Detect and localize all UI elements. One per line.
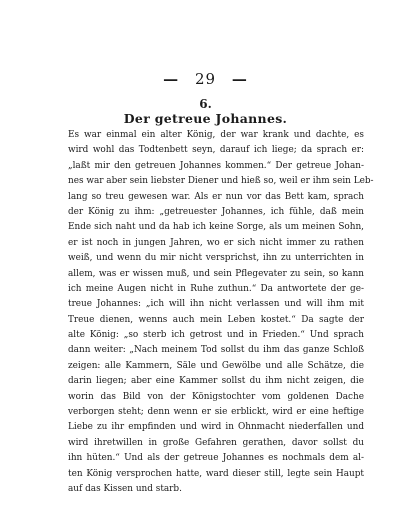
chapter-title: Der getreue Johannes. (123, 111, 288, 126)
text-line: weiß, und wenn du mir nicht versprichst, ihn zu unterrichten in (68, 253, 364, 264)
text-line: treue Johannes: „ich will ihn nicht verlassen und will ihm mit (68, 299, 364, 310)
text-line: ich meine Augen nicht in Ruhe zuthun.“ Da antwortete der ge- (68, 283, 364, 294)
chapter-number: 6. (199, 97, 212, 111)
text-line: darin liegen; aber eine Kammer sollst du ihm nicht zeigen, die (68, 376, 364, 387)
text-line: allem, was er wissen muß, und sein Pflegevater zu sein, so kann (68, 268, 364, 279)
text-line: Ende sich naht und da hab ich keine Sorge, als um meinen Sohn, (68, 222, 364, 233)
text-line: „laßt mir den getreuen Johannes kommen.“ Der getreue Johan- (68, 160, 364, 171)
text-line: lang so treu gewesen war. Als er nun vor das Bett kam, sprach (68, 191, 364, 202)
body-text (68, 128, 374, 497)
text-line: er ist noch in jungen Jahren, wo er sich nicht immer zu rathen (68, 237, 364, 248)
text-line: Es war einmal ein alter König, der war krank und dachte, es (68, 130, 364, 140)
text-line: worin das Bild von der Königstochter vom goldenen Dache (68, 391, 364, 402)
header-dash-right: — (231, 70, 248, 88)
text-line: wird ihretwillen in große Gefahren gerathen, davor sollst du (68, 437, 364, 448)
text-line: Liebe zu ihr empfinden und wird in Ohnmacht niederfallen und (68, 422, 364, 433)
text-line: dann weiter: „Nach meinem Tod sollst du ihm das ganze Schloß (68, 345, 364, 356)
header-dash-left: — (163, 70, 180, 88)
text-line: wird wohl das Todtenbett seyn, darauf ich liege; da sprach er: (68, 145, 364, 156)
text-line: alte König: „so sterb ich getrost und in Frieden.“ Und sprach (68, 330, 364, 341)
text-line-last: auf das Kissen und starb. (68, 483, 182, 494)
text-line: der König zu ihm: „getreuester Johannes, ich fühle, daß mein (68, 206, 364, 217)
page-header (0, 70, 411, 88)
page-number: 29 (194, 70, 217, 88)
text-line: ten König versprochen hatte, ward dieser still, legte sein Haupt (68, 468, 364, 479)
text-line: zeigen: alle Kammern, Säle und Gewölbe und alle Schätze, die (68, 360, 364, 371)
text-line: Treue dienen, wenns auch mein Leben kostet.“ Da sagte der (68, 314, 364, 325)
text-line: verborgen steht; denn wenn er sie erblickt, wird er eine heftige (68, 407, 364, 418)
text-line: nes war aber sein liebster Diener und hieß so, weil er ihm sein Leb- (68, 176, 374, 187)
text-line: ihn hüten.“ Und als der getreue Johannes es nochmals dem al- (68, 453, 364, 464)
